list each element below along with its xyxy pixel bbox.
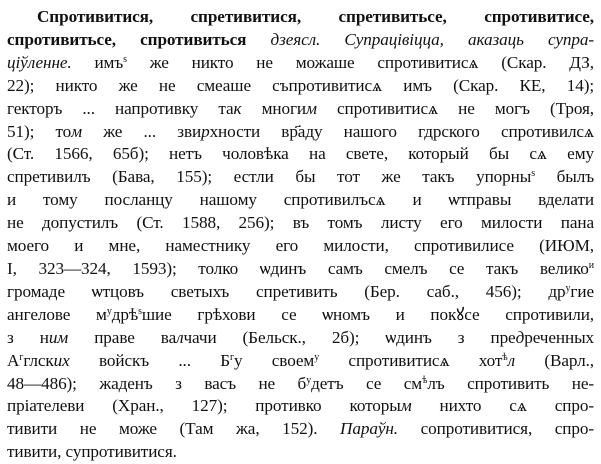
italic-text: им: [48, 327, 69, 347]
entry-text: сопротивитися, спро-: [398, 419, 594, 439]
entry-text: детъ се см: [311, 373, 423, 393]
superscript-letter: у: [314, 351, 320, 363]
entry-line: [7, 189, 594, 212]
entry-line: [7, 373, 594, 396]
entry-text: нихто сѧ спро-: [411, 396, 594, 416]
italic-text: дзеясл. Супрацівіцца, аказаць супра-: [270, 29, 594, 49]
entry-line: [7, 121, 594, 144]
superscript-letter: и: [588, 259, 594, 271]
entry-text: и тому посланцу нашому спротивилъсѧ и ѡтправы вделати: [7, 190, 594, 210]
entry-text: многи: [241, 98, 306, 118]
entry-text: же никто не можаше спротивитисѧ (Скар. ДЗ,: [126, 52, 594, 72]
italic-text: л: [176, 327, 184, 347]
entry-text: же ... зви: [82, 121, 202, 141]
entry-text: былъ: [535, 167, 594, 187]
entry-text: спротивитисѧ не могъ (Троя,: [316, 98, 594, 118]
entry-line: [7, 441, 594, 464]
entry-line: [7, 258, 594, 281]
entry-text: 22); никто же не смеаше съпротивитисѧ имъ (Скар. КЕ, 14);: [7, 75, 594, 95]
italic-text: д: [515, 327, 525, 347]
entry-text: шие грѣхови се ѡномъ и покꙋсе спротивили,: [141, 304, 594, 324]
entry-line: [7, 418, 594, 441]
entry-text: 48—486); жаденъ з васъ не б: [7, 373, 307, 393]
superscript-letter: s: [123, 53, 127, 65]
superscript-letter: г: [229, 351, 234, 363]
entry-text: чачи (Бельск., 2б); ѡдинъ з пре: [183, 327, 516, 347]
headword: Спротивитися, спретивитися, спретивитьсе, спротивитисе,: [37, 7, 594, 26]
entry-line: [7, 75, 594, 98]
entry-text: дрѣ: [111, 304, 139, 324]
entry-line: [7, 235, 594, 258]
italic-text: ціўленне.: [7, 52, 72, 72]
entry-text: реченных: [524, 327, 594, 347]
entry-line: [7, 6, 594, 29]
entry-line: [7, 166, 594, 189]
italic-text: м: [306, 98, 317, 118]
entry-line: [7, 395, 594, 418]
italic-text: их: [53, 350, 70, 370]
entry-text: ѣ: [263, 144, 274, 164]
headword: спротивитьсе, спротивиться: [7, 29, 247, 49]
entry-line: [7, 281, 594, 304]
superscript-letter: s: [138, 305, 142, 317]
superscript-letter: ѣ: [422, 374, 428, 386]
entry-text: глск: [23, 350, 54, 370]
entry-line: [7, 52, 594, 75]
italic-text: к: [233, 98, 242, 118]
entry-text: не допустилъ (Ст. 1588, 256); въ томъ листу его милости пана: [7, 213, 594, 233]
italic-text: м: [71, 121, 83, 141]
superscript-letter: у: [106, 305, 112, 317]
entry-text: з н: [7, 327, 49, 347]
entry-line: [7, 327, 594, 350]
entry-line: [7, 304, 594, 327]
entry-text: пріателеви (Хран., 127); противко которы: [7, 396, 401, 416]
entry-text: спретивилъ (Бава, 155); естли бы тот же такъ упорны: [7, 167, 532, 187]
superscript-letter: г: [19, 351, 24, 363]
superscript-letter: s: [531, 168, 535, 180]
entry-text: А: [7, 350, 20, 370]
entry-text: I, 323—324, 1593); толко ѡдинъ самъ смелъ се такъ велико: [7, 258, 589, 278]
entry-text: войскъ ... Б: [69, 350, 230, 370]
entry-text: ка на свете, который бы сѧ ему: [273, 144, 594, 164]
italic-text: р: [201, 121, 210, 141]
superscript-letter: у: [306, 374, 312, 386]
entry-text: тивити, супротивитися.: [7, 442, 177, 462]
entry-line: [7, 29, 594, 52]
entry-text: [246, 30, 270, 49]
entry-text: праве ва: [68, 327, 177, 347]
entry-text: имъ: [71, 52, 124, 72]
entry-text: спротивитисѧ хот: [319, 350, 503, 370]
entry-text: гекторъ ... напротивку та: [7, 98, 234, 118]
entry-line: [7, 212, 594, 235]
entry-text: хности вр҃аду нашого гдрского спротивилсѧ: [209, 121, 594, 141]
entry-text: гие: [570, 281, 594, 301]
entry-text: ангелове м: [7, 304, 107, 324]
italic-text: м: [400, 396, 412, 416]
entry-text: 51); то: [7, 121, 72, 141]
entry-text: (Ст. 1566, 65б); нетъ чолов: [7, 144, 264, 164]
entry-line: [7, 98, 594, 121]
entry-line: [7, 143, 594, 166]
entry-text: тивити не може (Там жа, 152).: [7, 419, 341, 439]
superscript-letter: ѣ: [502, 351, 508, 363]
entry-text: у своем: [234, 350, 315, 370]
entry-text: моего и мне, наместнику его милости, спротивилисе (ИЮМ,: [7, 236, 594, 256]
entry-text: (Варл.,: [515, 350, 594, 370]
entry-text: лъ спротивить не-: [427, 373, 594, 393]
entry-text: громаде ѡтцовъ светыхъ спретивить (Бер. саб., 456); др: [7, 281, 566, 301]
superscript-letter: у: [565, 282, 571, 294]
italic-text: Параўн.: [340, 419, 398, 439]
italic-text: л: [507, 350, 516, 370]
entry-line: [7, 350, 594, 373]
